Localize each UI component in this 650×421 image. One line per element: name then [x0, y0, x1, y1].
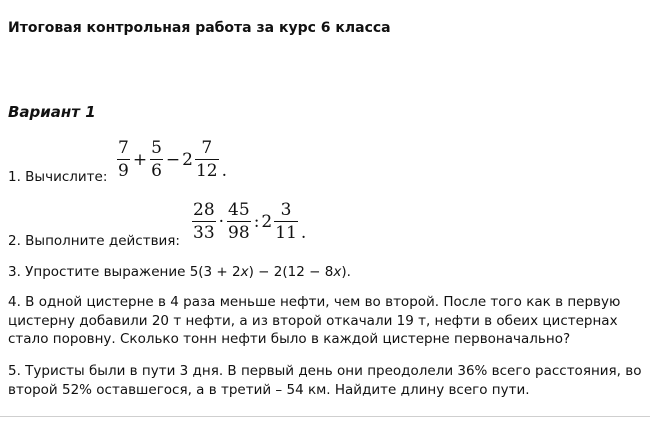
- task-3-text: [8, 263, 351, 282]
- whole-part: 2: [182, 149, 193, 170]
- denominator: 33: [193, 223, 215, 243]
- denominator: 12: [195, 161, 218, 181]
- operator: :: [253, 211, 260, 232]
- operator: +: [132, 149, 148, 170]
- fraction: [227, 200, 251, 243]
- numerator: 45: [228, 200, 250, 220]
- denominator: 98: [228, 223, 250, 243]
- task-3-text-mid: ) − 2(12 − 8: [248, 264, 334, 280]
- task-5-text: 5. Туристы были в пути 3 дня. В первый день они преодолели 36% всего расстояния, во второй 52% оставшегося, а в третий – 54 км. Найдите длину всего пути.: [8, 363, 642, 398]
- bottom-divider: [0, 416, 650, 417]
- task-3-text-after: ).: [341, 264, 351, 280]
- fraction: [150, 138, 163, 181]
- task-3-text-before: 3. Упростите выражение 5(3 + 2: [8, 264, 241, 280]
- variant-heading: Вариант 1: [8, 103, 96, 121]
- period: .: [300, 223, 307, 243]
- period: .: [221, 161, 228, 181]
- task-1-expression: [116, 138, 227, 181]
- numerator: 3: [280, 200, 292, 220]
- denominator: 11: [275, 223, 297, 243]
- whole-part: 2: [261, 211, 273, 232]
- denominator: 9: [118, 161, 129, 181]
- fraction: [192, 200, 216, 243]
- numerator: 7: [201, 138, 213, 158]
- operator: ·: [218, 211, 225, 232]
- operator: −: [165, 149, 181, 170]
- variable-x: x: [333, 264, 342, 280]
- task-2-expression: [191, 200, 306, 243]
- numerator: 28: [193, 200, 215, 220]
- task-1-label: 1. Вычислите:: [8, 169, 108, 185]
- numerator: 5: [151, 138, 162, 158]
- fraction: [195, 138, 219, 181]
- fraction: [274, 200, 298, 243]
- task-4-text: 4. В одной цистерне в 4 раза меньше нефти, чем во второй. После того как в первую цистерну добавили 20 т нефти, а из второй откачали 19 т, нефти в обеих цистернах стало поровну. Сколько тонн нефти было в каждой цистерне первоначально?: [8, 294, 621, 347]
- variable-x: x: [240, 264, 249, 280]
- numerator: 7: [118, 138, 129, 158]
- denominator: 6: [151, 161, 162, 181]
- fraction: [117, 138, 130, 181]
- task-2-label: 2. Выполните действия:: [8, 233, 180, 249]
- page-title: Итоговая контрольная работа за курс 6 класса: [8, 20, 391, 36]
